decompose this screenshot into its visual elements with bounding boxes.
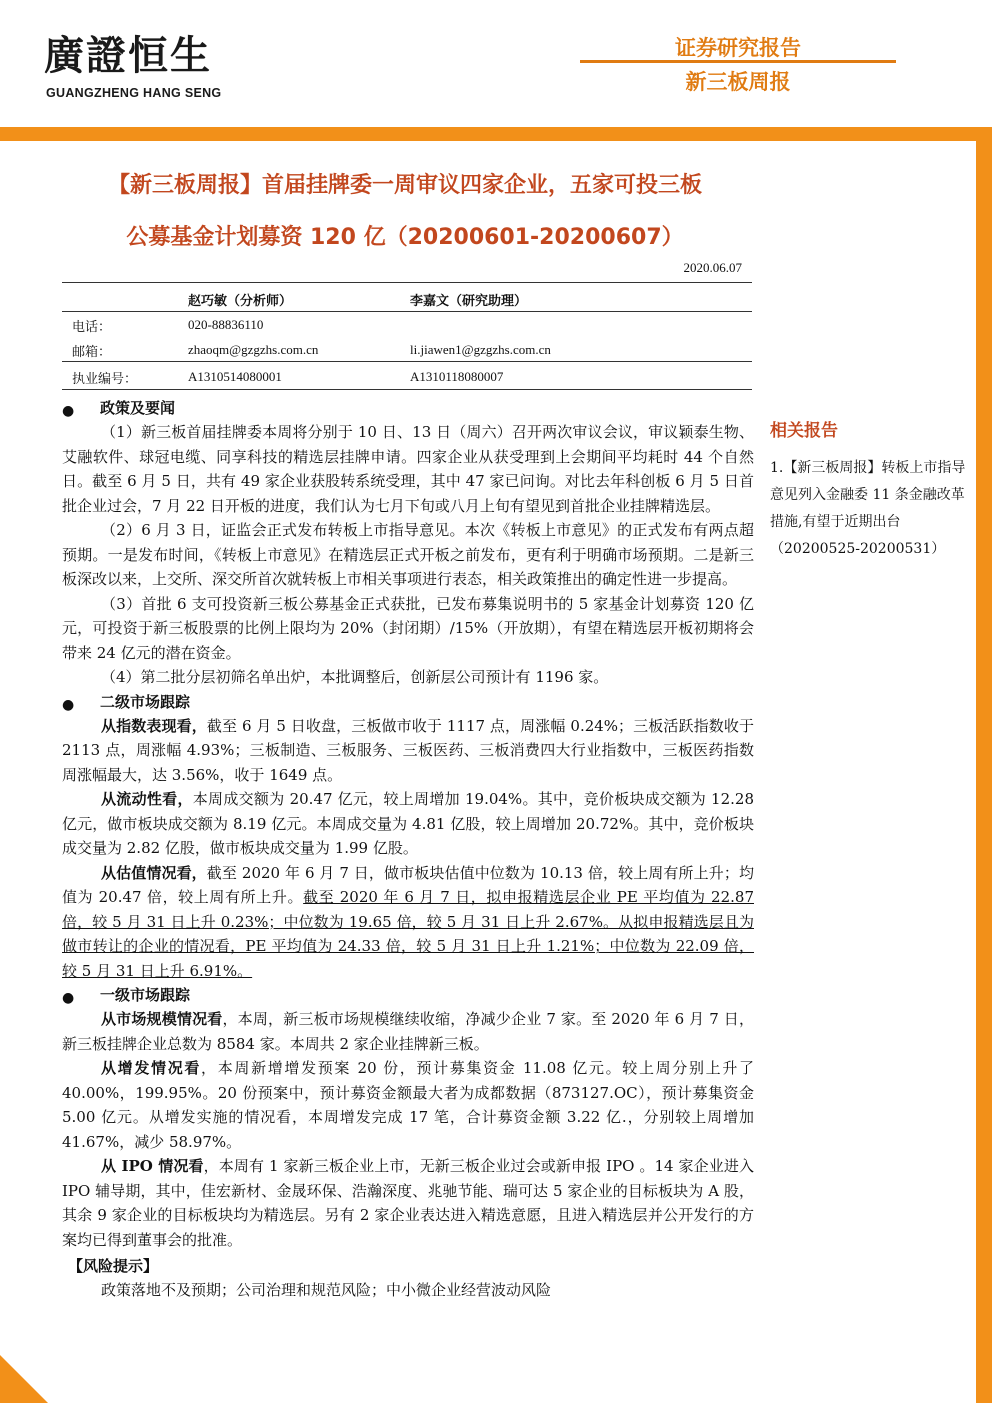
risk-heading: 【风险提示】 bbox=[68, 1257, 159, 1275]
report-body bbox=[62, 396, 754, 1302]
corner-decoration bbox=[0, 1355, 48, 1403]
secondary-valuation-paragraph bbox=[62, 861, 754, 984]
paragraph-lead: 从估值情况看， bbox=[101, 863, 207, 882]
license-label: 执业编号： bbox=[72, 372, 138, 387]
bullet-icon: ● bbox=[62, 990, 75, 1006]
analyst-1-license: A1310514080001 bbox=[188, 369, 282, 384]
paragraph-text: 截至 6 月 5 日收盘，三板做市收于 1117 点，周涨幅 0.24%；三板活跃指数收于 2113 点，周涨幅 4.93%；三板制造、三板服务、三板医药、三板消费四大行业指数中，三板医药指数周涨幅最大，达 3.56%，收于 1649 点。 bbox=[62, 716, 754, 784]
report-type: 证券研究报告 bbox=[675, 36, 801, 60]
section-heading-primary bbox=[62, 983, 754, 1007]
report-series: 新三板周报 bbox=[685, 70, 791, 94]
info-rule-2 bbox=[62, 361, 752, 362]
paragraph-lead: 从市场规模情况看 bbox=[101, 1010, 223, 1028]
section-heading-secondary bbox=[62, 690, 754, 714]
bullet-icon: ● bbox=[62, 403, 75, 419]
info-top-rule bbox=[62, 282, 752, 283]
policy-paragraph-4: （4）第二批分层初筛名单出炉，本批调整后，创新层公司预计有 1196 家。 bbox=[101, 668, 609, 686]
info-bottom-rule bbox=[62, 389, 752, 390]
report-title-line1: 【新三板周报】首届挂牌委一周审议四家企业，五家可投三板 bbox=[107, 173, 702, 198]
analyst-2-email[interactable]: li.jiawen1@gzgzhs.com.cn bbox=[410, 342, 551, 357]
risk-text: 政策落地不及预期；公司治理和规范风险；中小微企业经营波动风险 bbox=[101, 1281, 552, 1299]
paragraph-text: 本周成交额为 20.47 亿元，较上周增加 19.04%。其中，竞价板块成交额为 12.28 亿元，做市板块成交额为 8.19 亿元。本周成交量为 4.81 亿股，较上周增加 20.72%。其中，竞价板块成交量为 2.82 亿股，做市板块成交量为 1.99 亿股。 bbox=[62, 790, 754, 857]
paragraph-lead: 从指数表现看， bbox=[101, 716, 207, 735]
paragraph-lead: 从 IPO 情况看 bbox=[101, 1157, 204, 1175]
analyst-1-email[interactable]: zhaoqm@gzgzhs.com.cn bbox=[188, 342, 319, 357]
secondary-liquidity-paragraph bbox=[62, 787, 754, 861]
analyst-2-name: 李嘉文（研究助理） bbox=[410, 294, 528, 309]
company-logo-cn: 廣證恒生 bbox=[44, 33, 212, 79]
underlined-text: 截至 2020 年 6 月 7 日，拟申报精选层企业 PE 平均值为 22.87 倍，较 5 月 31 日上升 0.23%；中位数为 19.65 倍，较 5 月 31 日上升 2.67%。从拟申报精选层且为做市转让的企业的情况看，PE 平均值为 24.33 倍，较 5 月 31 日上升 1.21%；中位数为 22.09 倍，较 5 月 31 日上升 6.91%。 bbox=[62, 888, 754, 980]
section-title: 政策及要闻 bbox=[100, 399, 176, 417]
paragraph-lead: 从流动性看， bbox=[101, 790, 193, 808]
info-rule-1 bbox=[62, 311, 752, 312]
section-title: 二级市场跟踪 bbox=[100, 692, 191, 711]
orange-top-bar bbox=[0, 127, 992, 141]
analyst-1-phone: 020-88836110 bbox=[188, 317, 264, 332]
header-divider bbox=[580, 60, 896, 63]
related-report-item[interactable]: 1.【新三板周报】转板上市指导意见列入金融委 11 条金融改革措施,有望于近期出台（20200525-20200531） bbox=[770, 460, 966, 557]
paragraph-lead: 从增发情况看 bbox=[101, 1059, 202, 1077]
bullet-icon: ● bbox=[62, 696, 75, 713]
policy-paragraph-3: （3）首批 6 支可投资新三板公募基金正式获批，已发布募集说明书的 5 家基金计划募资 120 亿元，可投资于新三板股票的比例上限均为 20%（封闭期）/15%（开放期），有望在精选层开板初期将会带来 24 亿元的潜在资金。 bbox=[62, 594, 754, 662]
paragraph-text: 截至 2020 年 6 月 7 日，做市板块估值中位数为 10.13 倍，较上周有所上升；均值为 20.47 倍，较上周有所上升。 bbox=[62, 863, 754, 906]
company-logo-en: GUANGZHENG HANG SENG bbox=[46, 86, 222, 100]
report-date: 2020.06.07 bbox=[683, 260, 742, 275]
primary-ipo-paragraph bbox=[62, 1154, 754, 1252]
primary-scale-paragraph bbox=[62, 1007, 754, 1056]
analyst-1-name: 赵巧敏（分析师） bbox=[188, 294, 293, 309]
paragraph-text: ，本周新增增发预案 20 份，预计募集资金 11.08 亿元。较上周分别上升了 40.00%，199.95%。20 份预案中，预计募资金额最大者为成都数据（873127.OC），预计募集资金 5.00 亿元。从增发实施的情况看，本周增发完成 17 笔，合计募资金额 3.22 亿.，分别较上周增加 41.67%，减少 58.97%。 bbox=[62, 1059, 754, 1151]
section-title: 一级市场跟踪 bbox=[100, 986, 191, 1004]
secondary-index-paragraph bbox=[62, 714, 754, 788]
orange-side-bar bbox=[976, 141, 992, 1403]
report-title-line2: 公募基金计划募资 120 亿（20200601-20200607） bbox=[126, 225, 684, 250]
related-reports-heading: 相关报告 bbox=[770, 421, 838, 441]
paragraph-text: ，本周，新三板市场规模继续收缩，净减少企业 7 家。至 2020 年 6 月 7 日，新三板挂牌企业总数为 8584 家。本周共 2 家企业挂牌新三板。 bbox=[62, 1010, 754, 1053]
analyst-2-license: A1310118080007 bbox=[410, 369, 504, 384]
section-heading-policy bbox=[62, 396, 754, 420]
phone-label: 电话： bbox=[72, 320, 112, 335]
policy-paragraph-2: （2）6 月 3 日，证监会正式发布转板上市指导意见。本次《转板上市意见》的正式发布有两点超预期。一是发布时间，《转板上市意见》在精选层正式开板之前发布，更有利于明确市场预期。二是新三板深改以来，上交所、深交所首次就转板上市相关事项进行表态，相关政策推出的确定性进一步提高。 bbox=[62, 521, 754, 588]
primary-placement-paragraph bbox=[62, 1056, 754, 1154]
paragraph-text: ，本周有 1 家新三板企业上市，无新三板企业过会或新申报 IPO 。14 家企业进入 IPO 辅导期，其中，佳宏新材、金晟环保、浩瀚深度、兆驰节能、瑞可达 5 家企业的目标板块为 A 股，其余 9 家企业的目标板块均为精选层。另有 2 家企业表达进入精选意愿，且进入精选层并公开发行的方案均已得到董事会的批准。 bbox=[62, 1157, 755, 1249]
policy-paragraph-1: （1）新三板首届挂牌委本周将分别于 10 日、13 日（周六）召开两次审议会议，审议颖泰生物、艾融软件、球冠电缆、同享科技的精选层挂牌申请。四家企业从获受理到上会期间平均耗时 44 个自然日。截至 6 月 5 日，共有 49 家企业获股转系统受理，其中 47 家已问询。对比去年科创板 6 月 5 日首批企业过会，7 月 22 日开板的进度，我们认为七月下旬或八月上旬有望见到首批企业挂牌精选层。 bbox=[62, 423, 754, 515]
email-label: 邮箱： bbox=[72, 345, 112, 360]
